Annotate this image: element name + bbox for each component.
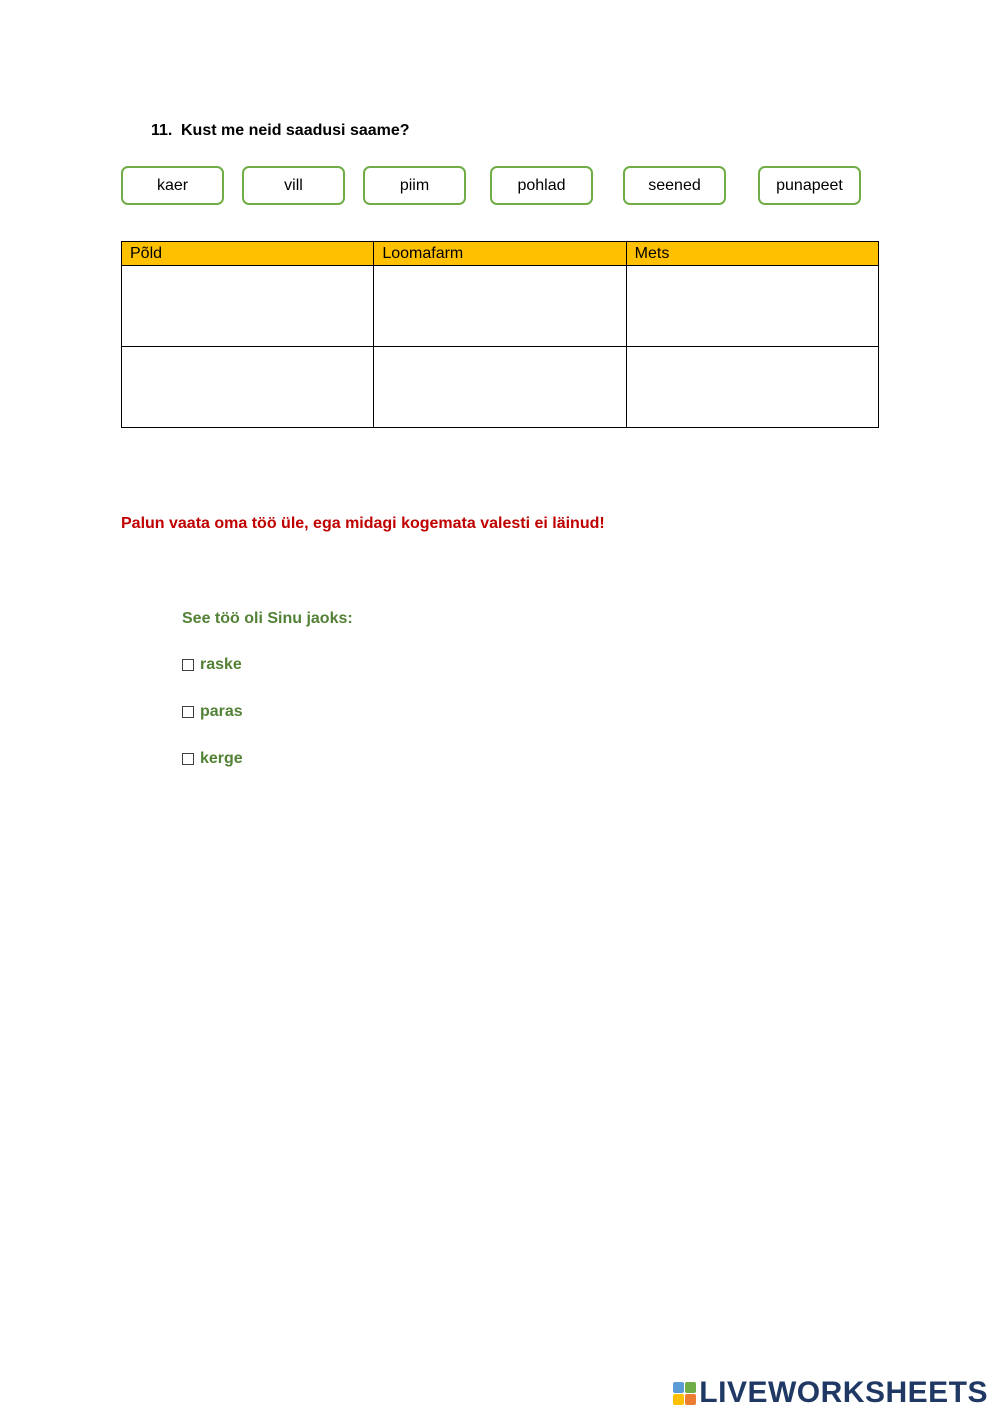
review-reminder: Palun vaata oma töö üle, ega midagi kogemata valesti ei läinud!	[121, 515, 605, 532]
option-label: kerge	[200, 750, 243, 767]
word-label: seened	[648, 176, 701, 194]
checkbox-icon[interactable]	[182, 753, 194, 765]
word-box-pohlad[interactable]	[490, 166, 593, 205]
logo-square-l	[673, 1382, 684, 1393]
table-row	[122, 347, 879, 428]
word-box-vill[interactable]	[242, 166, 345, 205]
drop-cell-loomafarm-2[interactable]	[374, 347, 626, 428]
question-number: 11.	[151, 122, 173, 139]
option-kerge[interactable]	[182, 749, 353, 769]
logo-square-v	[673, 1394, 684, 1405]
column-header-loomafarm: Loomafarm	[374, 242, 626, 266]
liveworksheets-logo	[673, 1376, 988, 1410]
self-evaluation	[182, 610, 353, 796]
checkbox-icon[interactable]	[182, 659, 194, 671]
self-eval-prompt: See töö oli Sinu jaoks:	[182, 610, 353, 627]
question-title	[151, 122, 410, 140]
word-label: pohlad	[517, 176, 566, 194]
sorting-table	[121, 241, 879, 428]
drop-cell-pold-2[interactable]	[122, 347, 374, 428]
drop-cell-loomafarm-1[interactable]	[374, 266, 626, 347]
option-label: raske	[200, 656, 242, 673]
table-row	[122, 266, 879, 347]
word-box-punapeet[interactable]	[758, 166, 861, 205]
column-header-mets: Mets	[626, 242, 878, 266]
logo-text: LIVEWORKSHEETS	[699, 1376, 988, 1409]
word-label: piim	[399, 176, 430, 194]
word-label: kaer	[156, 176, 189, 194]
word-box-kaer[interactable]	[121, 166, 224, 205]
logo-square-e	[685, 1394, 696, 1405]
option-raske[interactable]	[182, 655, 353, 675]
word-box-seened[interactable]	[623, 166, 726, 205]
checkbox-icon[interactable]	[182, 706, 194, 718]
logo-icon	[673, 1382, 696, 1405]
drop-cell-mets-2[interactable]	[626, 347, 878, 428]
question-text: Kust me neid saadusi saame?	[181, 122, 410, 139]
column-header-pold: Põld	[122, 242, 374, 266]
drop-cell-pold-1[interactable]	[122, 266, 374, 347]
option-label: paras	[200, 703, 243, 720]
logo-square-i	[685, 1382, 696, 1393]
word-box-piim[interactable]	[363, 166, 466, 205]
drop-cell-mets-1[interactable]	[626, 266, 878, 347]
word-label: punapeet	[776, 176, 843, 194]
word-label: vill	[284, 176, 303, 194]
option-paras[interactable]	[182, 702, 353, 722]
